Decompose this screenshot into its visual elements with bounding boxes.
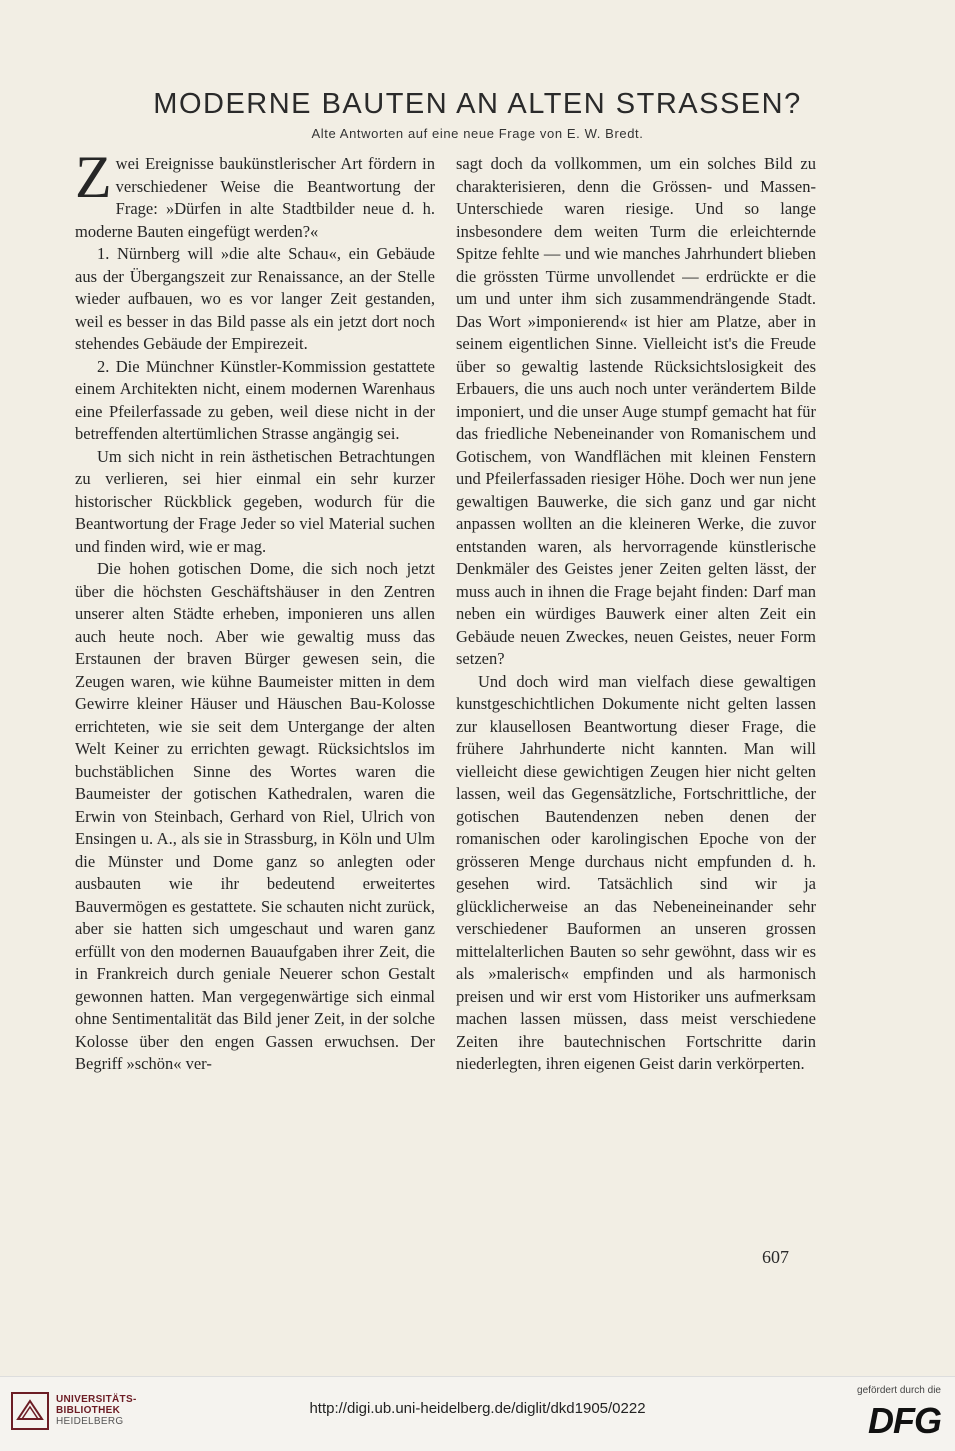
paragraph: Um sich nicht in rein ästhetischen Betrachtungen zu verlieren, sei hier einmal ein sehr kurzer historischer Rückblick gegeben, wodurch für die Beantwortung der Frage Jeder so viel Material suchen und finden wird, wie er mag.: [75, 446, 435, 556]
page-number: 607: [762, 1247, 789, 1267]
paragraph: [75, 144, 435, 243]
source-url-link[interactable]: http://digi.ub.uni-heidelberg.de/diglit/dkd1905/0222: [309, 1400, 646, 1417]
paragraph: 2. Die Münchner Künstler-Kommission gestattete einem Architekten nicht, einem modernen Warenhaus eine Pfeilerfassade zu geben, weil diese nicht in der betreffenden altertümlichen Strasse angängig sei.: [75, 356, 435, 443]
footer-bar: [0, 1376, 955, 1451]
library-line: BIBLIOTHEK: [56, 1405, 121, 1416]
funding-caption: gefördert durch die: [857, 1385, 941, 1396]
paragraph: sagt doch da vollkommen, um ein solches Bild zu charakterisieren, denn die Grössen- und Massen-Unterschiede waren riesige. Und so lange insbesondere dem weiten Turm die erleichternde Spitze fehlte — und wie manches Jahrhundert blieben die grössten Türme unvollendet — erdrückte er die um und unter ihm sich zusammendrängende Stadt. Das Wort »imponierend« ist hier am Platze, aber in seinem eigentlichen Sinne. Vielleicht ist's die Freude über so gewaltig lastende Rücksichtslosigkeit des Erbauers, die uns auch noch unter verändertem Bilde imponiert, und die unser Auge stumpf gemacht hat für das friedliche Nebeneinander von Romanischem und Gotischem, von Wandflächen mit kleinen Fenstern und Pfeilerfassaden riesiger Höhe. Doch wer nun jene gewaltigen Bauwerke, die sich ganz und gar nicht anpassen wollten an die kleineren Werke, die zuvor entstanden waren, als hervorragende künstlerische Denkmäler des Geistes jener Zeiten gelten lässt, der muss auch in ihnen die Frage bejaht finden: Darf man neben ein würdiges Bauwerk einer alten Zeit ein Gebäude neuen Zweckes, neuen Geistes, neuer Form setzen?: [456, 154, 816, 668]
article-title: MODERNE BAUTEN AN ALTEN STRASSEN?: [153, 88, 802, 120]
paragraph: Die hohen gotischen Dome, die sich noch jetzt über die höchsten Geschäftshäuser in den Zentren unserer alten Städte erheben, imponieren uns allen auch heute noch. Aber wie gewaltig muss das Erstaunen der braven Bürger gewesen sein, die Zeugen waren, wie kühne Baumeister mitten in dem Gewirre kleiner Häuser und Häuschen Bau-Kolosse errichteten, wie sie seit dem Untergange der alten Welt Keiner zu errichten gewagt. Rücksichtslos im buchstäblichen Sinne des Wortes waren die Baumeister der gotischen Kathedralen, waren die Erwin von Steinbach, Gerhard von Riel, Ulrich von Ensingen u. A., als sie in Strassburg, in Köln und Ulm die Münster und Dome ganz so anlegten oder ausbauten wie ihr bedeutend erweitertes Bauvermögen es gestattete. Sie schauten nicht zurück, aber sie hatten sich umgeschaut und waren ganz erfüllt von den modernen Bauaufgaben ihrer Zeit, die in Frankreich durch geniale Neuerer schon Gestalt gewonnen hatten. Man vergegenwärtige sich einmal ohne Sentimentalität das Bild jener Zeit, in der solche Kolosse über den engen Gassen erwuchsen. Der Begriff »schön« ver-: [75, 559, 435, 1073]
paragraph-text: wei Ereignisse baukünstlerischer Art fördern in verschiedener Weise die Beantwortung der Frage: »Dürfen in alte Stadtbilder neue d. h. moderne Bauten eingefügt werden?«: [75, 154, 435, 241]
dfg-logo[interactable]: DFG: [868, 1400, 941, 1441]
article-subtitle: Alte Antworten auf eine neue Frage von E. W. Bredt.: [311, 126, 644, 141]
paragraph: 1. Nürnberg will »die alte Schau«, ein Gebäude aus der Übergangszeit zur Renaissance, an der Stelle wieder aufbauen, wo es vor langer Zeit gestanden, weil es besser in das Bild passe als ein jetzt dort noch stehendes Gebäude der Empirezeit.: [75, 244, 435, 353]
left-column: [75, 144, 435, 1076]
library-line: HEIDELBERG: [56, 1416, 124, 1427]
right-column: [456, 153, 816, 1076]
paragraph: Und doch wird man vielfach diese gewaltigen kunstgeschichtlichen Dokumente nicht gelten lassen zur klausellosen Beantwortung dieser Frage, die frühere Jahrhunderte nicht kannten. Man will vielleicht diese gewichtigen Zeugen hier nicht gelten lassen, weil das Gegensätzliche, Fortschrittliche, der gotischen Bautendenzen neben denen der romanischen oder karolingischen Epoche von der grösseren Menge durchaus nicht empfunden d. h. gesehen wird. Tatsächlich sind wir ja glücklicherweise an das Nebeneineinander sehr verschiedener Bauformen an unseren grossen mittelalterlichen Bauten so sehr gewöhnt, dass wir es als »malerisch« empfinden und als harmonisch preisen und wir erst vom Historiker uns aufmerksam machen lassen müssen, dass meist verschiedene Zeiten ihre bautechnischen Fortschritte darin niederlegten, ihren eigenen Geist darin verkörperten.: [456, 671, 816, 1073]
library-line: UNIVERSITÄTS-: [56, 1394, 137, 1405]
drop-cap: Z: [75, 144, 112, 210]
